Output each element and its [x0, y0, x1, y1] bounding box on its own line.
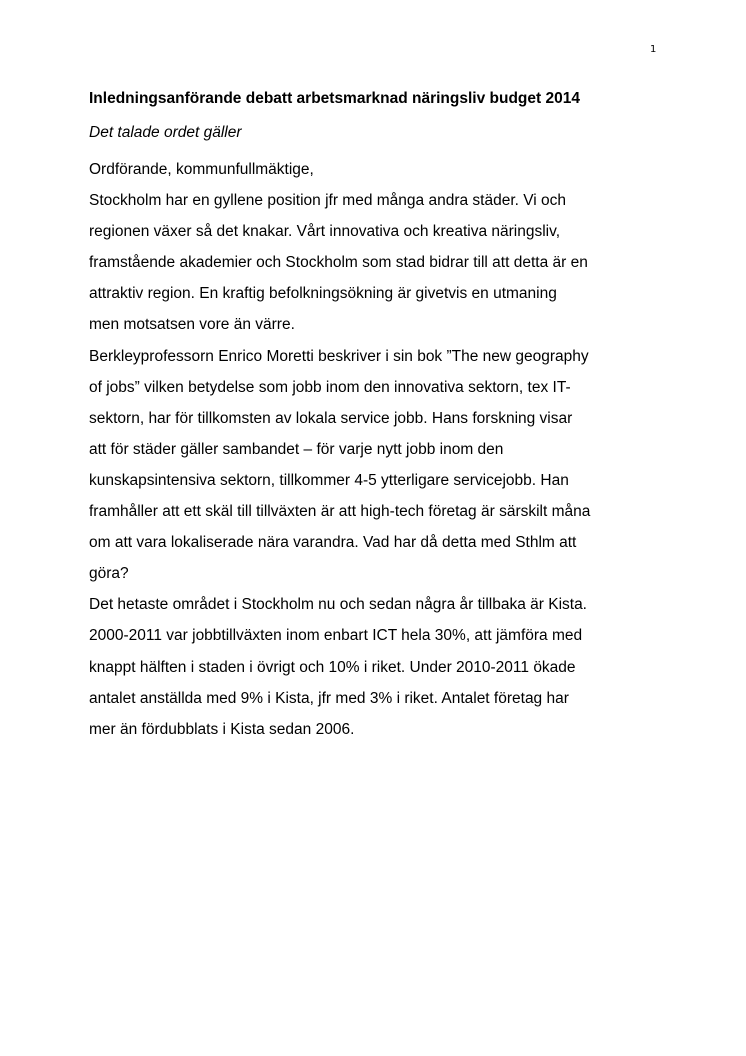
- body-line: framhåller att ett skäl till tillväxten är att high-tech företag är särskilt måna: [89, 503, 591, 521]
- body-line: Det hetaste området i Stockholm nu och sedan några år tillbaka är Kista.: [89, 596, 587, 614]
- body-line: of jobs” vilken betydelse som jobb inom den innovativa sektorn, tex IT-: [89, 378, 571, 396]
- page-number: 1: [650, 44, 657, 55]
- body-line: antalet anställda med 9% i Kista, jfr med 3% i riket. Antalet företag har: [89, 689, 569, 707]
- body-line: kunskapsintensiva sektorn, tillkommer 4-5 ytterligare servicejobb. Han: [89, 471, 569, 489]
- body-line: Ordförande, kommunfullmäktige,: [89, 161, 314, 178]
- body-line: mer än fördubblats i Kista sedan 2006.: [89, 720, 355, 738]
- body-line: att för städer gäller sambandet – för varje nytt jobb inom den: [89, 440, 504, 458]
- document-title: Inledningsanförande debatt arbetsmarknad näringsliv budget 2014: [89, 90, 580, 107]
- body-line: men motsatsen vore än värre.: [89, 316, 295, 334]
- body-line: sektorn, har för tillkomsten av lokala service jobb. Hans forskning visar: [89, 409, 573, 427]
- body-line: regionen växer så det knakar. Vårt innovativa och kreativa näringsliv,: [89, 223, 560, 241]
- body-line: framstående akademier och Stockholm som stad bidrar till att detta är en: [89, 254, 588, 272]
- document-body: [89, 88, 669, 745]
- body-line: knappt hälften i staden i övrigt och 10% i riket. Under 2010-2011 ökade: [89, 658, 576, 676]
- body-line: Berkleyprofessorn Enrico Moretti beskriver i sin bok ”The new geography: [89, 347, 589, 365]
- body-line: attraktiv region. En kraftig befolkningsökning är givetvis en utmaning: [89, 285, 557, 303]
- body-line: Stockholm har en gyllene position jfr med många andra städer. Vi och: [89, 192, 567, 210]
- body-line: om att vara lokaliserade nära varandra. Vad har då detta med Sthlm att: [89, 534, 577, 552]
- document-subtitle: Det talade ordet gäller: [89, 124, 242, 141]
- body-line: 2000-2011 var jobbtillväxten inom enbart ICT hela 30%, att jämföra med: [89, 627, 583, 645]
- body-line: göra?: [89, 565, 129, 583]
